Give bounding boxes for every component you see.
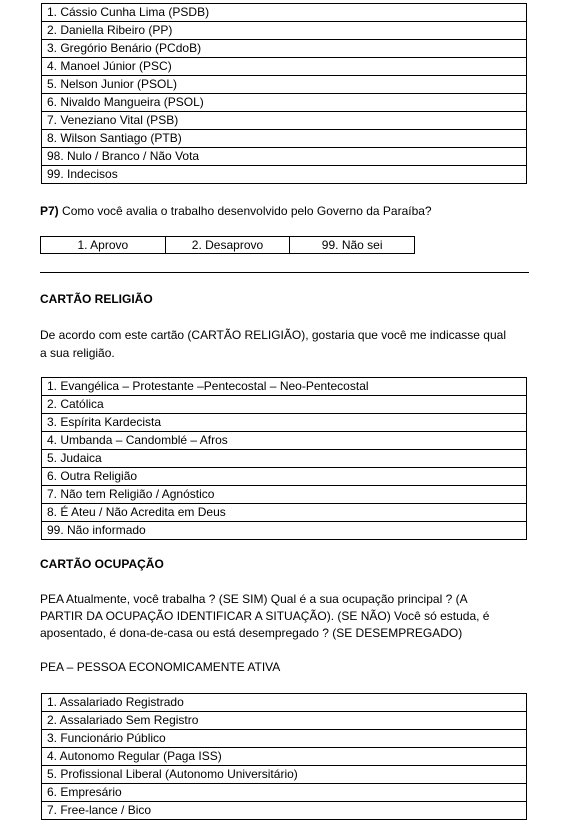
occupation-question-line-2: PARTIR DA OCUPAÇÃO IDENTIFICAR A SITUAÇÃO). (SE NÃO) Você só estuda, é (40, 609, 490, 623)
table-row (42, 76, 527, 94)
occupation-question-line-1: PEA Atualmente, você trabalha ? (SE SIM) Qual é a sua ocupação principal ? (A (40, 592, 468, 606)
table-row (42, 414, 527, 432)
table-row (42, 730, 527, 748)
candidates-table (41, 3, 527, 184)
occupation-option: 7. Free-lance / Bico (42, 802, 527, 820)
table-row (42, 432, 527, 450)
occupation-option: 1. Assalariado Registrado (42, 694, 527, 712)
section-divider (40, 272, 529, 273)
religion-table (41, 377, 527, 540)
table-row (42, 58, 527, 76)
table-row (42, 802, 527, 820)
occupation-question-line-3: aposentado, é dona-de-casa ou está desempregado ? (SE DESEMPREGADO) (40, 626, 463, 640)
table-row (42, 766, 527, 784)
candidate-option: 98. Nulo / Branco / Não Vota (42, 148, 527, 166)
table-row (42, 468, 527, 486)
table-row (42, 504, 527, 522)
table-row (42, 166, 527, 184)
religion-option: 7. Não tem Religião / Agnóstico (42, 486, 527, 504)
occupation-option: 2. Assalariado Sem Registro (42, 712, 527, 730)
candidate-option: 4. Manoel Júnior (PSC) (42, 58, 527, 76)
table-row (42, 396, 527, 414)
candidate-option: 2. Daniella Ribeiro (PP) (42, 22, 527, 40)
religion-question-line-1: De acordo com este cartão (CARTÃO RELIGIÃO), gostaria que você me indicasse qual (40, 328, 506, 342)
table-row (42, 694, 527, 712)
religion-option: 3. Espírita Kardecista (42, 414, 527, 432)
candidate-option: 8. Wilson Santiago (PTB) (42, 130, 527, 148)
p7-question (40, 202, 432, 221)
candidate-option: 5. Nelson Junior (PSOL) (42, 76, 527, 94)
religion-option: 8. É Ateu / Não Acredita em Deus (42, 504, 527, 522)
candidate-option: 6. Nivaldo Mangueira (PSOL) (42, 94, 527, 112)
p7-option: 1. Aprovo (41, 237, 166, 254)
candidate-option: 3. Gregório Benário (PCdoB) (42, 40, 527, 58)
p7-option: 99. Não sei (290, 237, 415, 254)
religion-question-line-2: a sua religião. (40, 346, 115, 360)
religion-option: 99. Não informado (42, 522, 527, 540)
p7-option: 2. Desaprovo (165, 237, 290, 254)
religion-option: 4. Umbanda – Candomblé – Afros (42, 432, 527, 450)
table-row (41, 237, 415, 254)
table-row (42, 4, 527, 22)
occupation-option: 3. Funcionário Público (42, 730, 527, 748)
table-row (42, 148, 527, 166)
table-row (42, 378, 527, 396)
table-row (42, 130, 527, 148)
table-row (42, 40, 527, 58)
candidate-option: 7. Veneziano Vital (PSB) (42, 112, 527, 130)
table-row (42, 450, 527, 468)
candidate-option: 1. Cássio Cunha Lima (PSDB) (42, 4, 527, 22)
table-row (42, 712, 527, 730)
occupation-option: 5. Profissional Liberal (Autonomo Universitário) (42, 766, 527, 784)
religion-heading: CARTÃO RELIGIÃO (40, 292, 153, 306)
candidate-option: 99. Indecisos (42, 166, 527, 184)
religion-option: 5. Judaica (42, 450, 527, 468)
religion-option: 1. Evangélica – Protestante –Pentecostal – Neo-Pentecostal (42, 378, 527, 396)
table-row (42, 112, 527, 130)
table-row (42, 784, 527, 802)
occupation-option: 6. Empresário (42, 784, 527, 802)
pea-label: PEA – PESSOA ECONOMICAMENTE ATIVA (40, 660, 281, 674)
p7-question-text: Como você avalia o trabalho desenvolvido pelo Governo da Paraíba? (62, 204, 432, 218)
table-row (42, 94, 527, 112)
religion-option: 2. Católica (42, 396, 527, 414)
occupation-heading: CARTÃO OCUPAÇÃO (40, 557, 164, 571)
p7-options-table (40, 236, 415, 254)
table-row (42, 522, 527, 540)
religion-option: 6. Outra Religião (42, 468, 527, 486)
table-row (42, 486, 527, 504)
occupation-table (41, 693, 527, 820)
table-row (42, 748, 527, 766)
p7-number: P7) (40, 204, 59, 218)
occupation-option: 4. Autonomo Regular (Paga ISS) (42, 748, 527, 766)
table-row (42, 22, 527, 40)
